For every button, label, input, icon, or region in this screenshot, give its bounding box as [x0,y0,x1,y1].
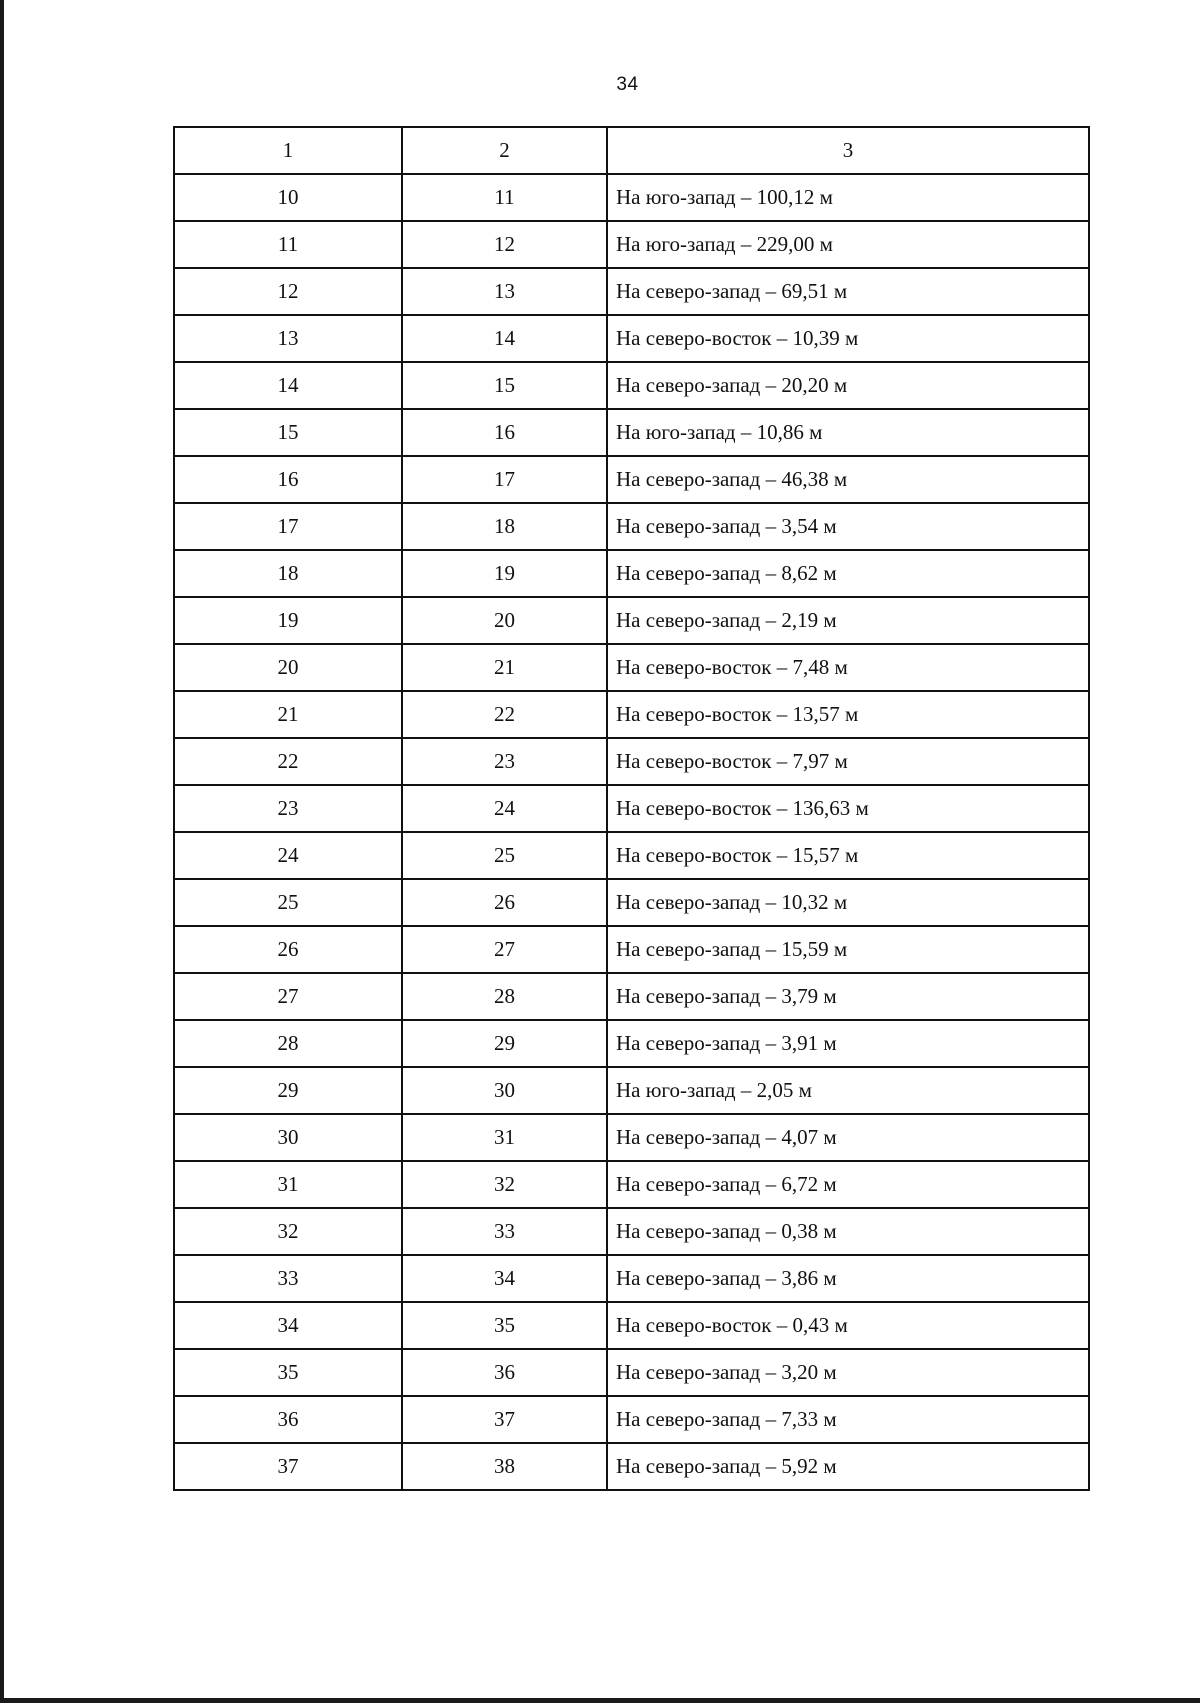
scan-border-bottom [0,1698,1200,1703]
direction-distance-cell: На северо-восток – 136,63 м [607,785,1089,832]
to-point-cell: 17 [402,456,607,503]
table-row [174,832,1089,879]
to-point-cell: 16 [402,409,607,456]
from-point-cell: 25 [174,879,402,926]
to-point-cell: 13 [402,268,607,315]
direction-distance-cell: На северо-восток – 7,97 м [607,738,1089,785]
from-point-cell: 20 [174,644,402,691]
table-row [174,1161,1089,1208]
direction-distance-cell: На северо-восток – 15,57 м [607,832,1089,879]
to-point-cell: 32 [402,1161,607,1208]
from-point-cell: 18 [174,550,402,597]
from-point-cell: 33 [174,1255,402,1302]
to-point-cell: 25 [402,832,607,879]
direction-distance-cell: На северо-восток – 13,57 м [607,691,1089,738]
to-point-cell: 14 [402,315,607,362]
direction-distance-cell: На северо-запад – 2,19 м [607,597,1089,644]
from-point-cell: 17 [174,503,402,550]
from-point-cell: 26 [174,926,402,973]
direction-distance-cell: На юго-запад – 229,00 м [607,221,1089,268]
direction-distance-cell: На юго-запад – 2,05 м [607,1067,1089,1114]
to-point-cell: 27 [402,926,607,973]
to-point-cell: 20 [402,597,607,644]
table-row [174,738,1089,785]
to-point-cell: 26 [402,879,607,926]
direction-distance-cell: На северо-запад – 3,20 м [607,1349,1089,1396]
from-point-cell: 37 [174,1443,402,1490]
from-point-cell: 11 [174,221,402,268]
table-row [174,221,1089,268]
direction-distance-cell: На северо-запад – 8,62 м [607,550,1089,597]
table-row [174,644,1089,691]
table-row [174,1067,1089,1114]
to-point-cell: 11 [402,174,607,221]
table-row [174,597,1089,644]
to-point-cell: 19 [402,550,607,597]
direction-distance-cell: На северо-запад – 3,79 м [607,973,1089,1020]
table-row [174,503,1089,550]
direction-distance-cell: На северо-запад – 6,72 м [607,1161,1089,1208]
to-point-cell: 21 [402,644,607,691]
from-point-cell: 27 [174,973,402,1020]
from-point-cell: 24 [174,832,402,879]
table-row [174,691,1089,738]
from-point-cell: 10 [174,174,402,221]
table-row [174,973,1089,1020]
boundary-table [173,126,1090,1491]
to-point-cell: 36 [402,1349,607,1396]
from-point-cell: 31 [174,1161,402,1208]
direction-distance-cell: На северо-запад – 10,32 м [607,879,1089,926]
to-point-cell: 28 [402,973,607,1020]
direction-distance-cell: На северо-восток – 10,39 м [607,315,1089,362]
header-cell-1: 1 [174,127,402,174]
direction-distance-cell: На северо-запад – 15,59 м [607,926,1089,973]
from-point-cell: 36 [174,1396,402,1443]
table-row [174,550,1089,597]
to-point-cell: 34 [402,1255,607,1302]
to-point-cell: 35 [402,1302,607,1349]
page-number: 34 [616,74,639,95]
table-header-row [174,127,1089,174]
from-point-cell: 29 [174,1067,402,1114]
to-point-cell: 38 [402,1443,607,1490]
from-point-cell: 22 [174,738,402,785]
direction-distance-cell: На северо-запад – 4,07 м [607,1114,1089,1161]
table-row [174,1302,1089,1349]
table-row [174,1396,1089,1443]
direction-distance-cell: На северо-запад – 3,91 м [607,1020,1089,1067]
table-row [174,879,1089,926]
table-row [174,315,1089,362]
from-point-cell: 13 [174,315,402,362]
from-point-cell: 32 [174,1208,402,1255]
direction-distance-cell: На северо-запад – 0,38 м [607,1208,1089,1255]
from-point-cell: 23 [174,785,402,832]
direction-distance-cell: На северо-запад – 5,92 м [607,1443,1089,1490]
from-point-cell: 16 [174,456,402,503]
to-point-cell: 29 [402,1020,607,1067]
to-point-cell: 12 [402,221,607,268]
to-point-cell: 23 [402,738,607,785]
from-point-cell: 34 [174,1302,402,1349]
table-row [174,1114,1089,1161]
from-point-cell: 21 [174,691,402,738]
to-point-cell: 37 [402,1396,607,1443]
table-row [174,362,1089,409]
direction-distance-cell: На северо-запад – 3,54 м [607,503,1089,550]
to-point-cell: 15 [402,362,607,409]
from-point-cell: 30 [174,1114,402,1161]
header-cell-3: 3 [607,127,1089,174]
from-point-cell: 14 [174,362,402,409]
to-point-cell: 24 [402,785,607,832]
from-point-cell: 15 [174,409,402,456]
direction-distance-cell: На северо-восток – 0,43 м [607,1302,1089,1349]
table-row [174,1349,1089,1396]
to-point-cell: 31 [402,1114,607,1161]
table-row [174,926,1089,973]
table-row [174,1443,1089,1490]
from-point-cell: 35 [174,1349,402,1396]
to-point-cell: 30 [402,1067,607,1114]
table-body [174,174,1089,1490]
direction-distance-cell: На юго-запад – 100,12 м [607,174,1089,221]
table-row [174,1208,1089,1255]
direction-distance-cell: На северо-восток – 7,48 м [607,644,1089,691]
scan-border-left [0,0,4,1703]
table-row [174,409,1089,456]
direction-distance-cell: На северо-запад – 7,33 м [607,1396,1089,1443]
table-row [174,268,1089,315]
header-cell-2: 2 [402,127,607,174]
direction-distance-cell: На северо-запад – 3,86 м [607,1255,1089,1302]
table-row [174,174,1089,221]
to-point-cell: 22 [402,691,607,738]
from-point-cell: 19 [174,597,402,644]
table-row [174,456,1089,503]
table-row [174,1255,1089,1302]
direction-distance-cell: На юго-запад – 10,86 м [607,409,1089,456]
direction-distance-cell: На северо-запад – 20,20 м [607,362,1089,409]
from-point-cell: 12 [174,268,402,315]
from-point-cell: 28 [174,1020,402,1067]
direction-distance-cell: На северо-запад – 69,51 м [607,268,1089,315]
direction-distance-cell: На северо-запад – 46,38 м [607,456,1089,503]
to-point-cell: 18 [402,503,607,550]
table-row [174,785,1089,832]
table-row [174,1020,1089,1067]
to-point-cell: 33 [402,1208,607,1255]
